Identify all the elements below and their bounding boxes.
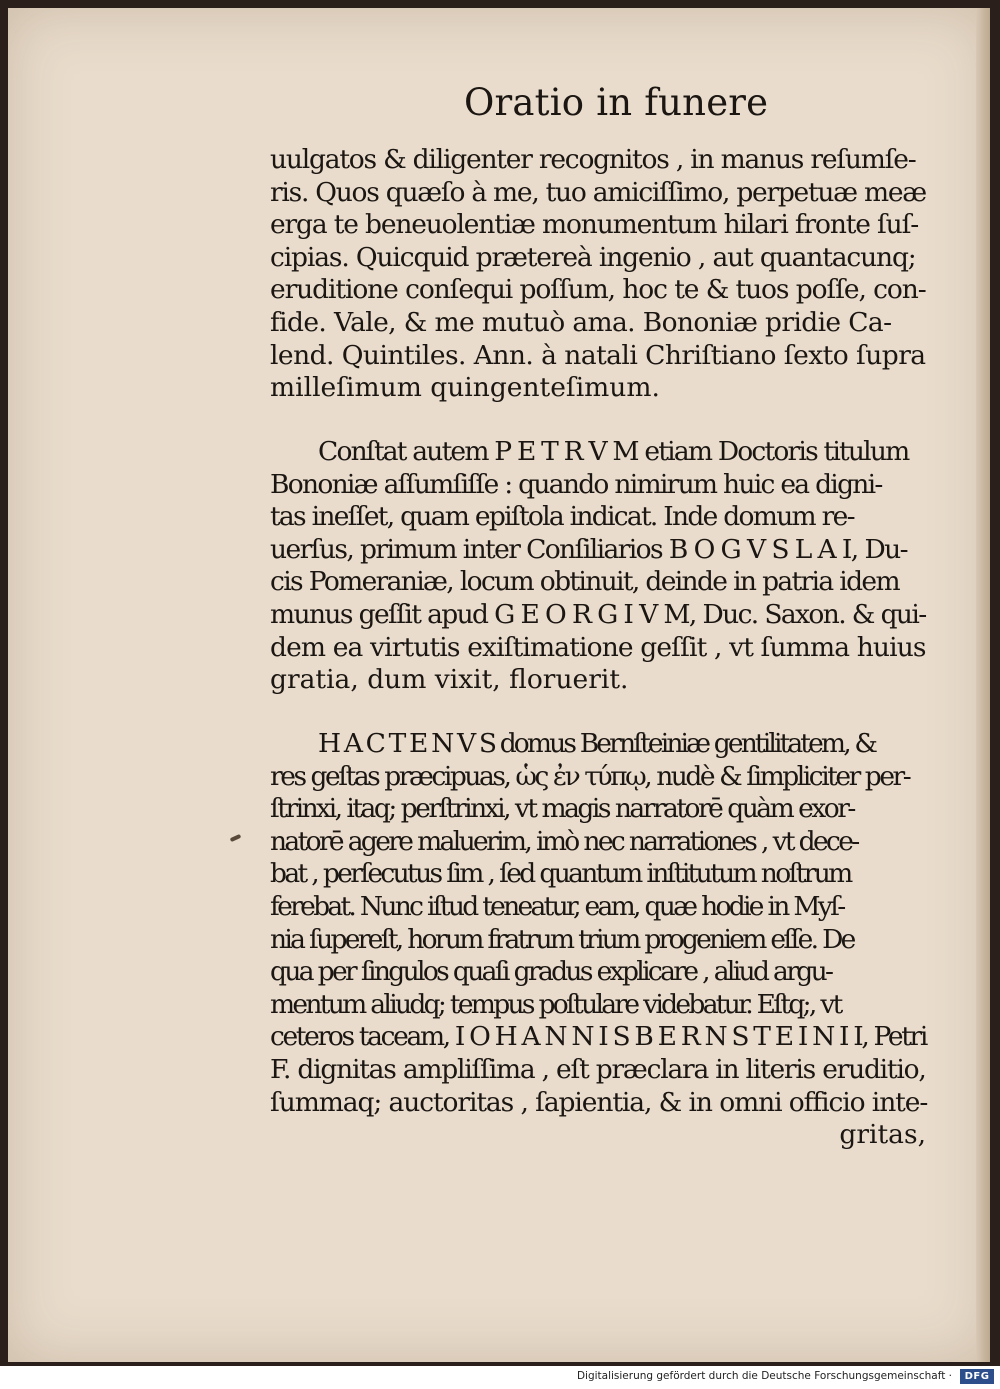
ink-mark	[230, 834, 242, 842]
text-line: eruditione conſequi poſſum, hoc te & tuos poſſe, con-	[270, 274, 926, 306]
text-line: bat , perſecutus ſim , ſed quantum inſtitutum noſtrum	[270, 858, 851, 890]
text-line: gratia, dum vixit, floruerit.	[270, 664, 629, 696]
text-line: dem ea virtutis exiſtimatione geſſit , vt ſumma huius	[270, 631, 926, 663]
text-line: munus geſſit apud G E O R G I V M, Duc. Saxon. & qui-	[270, 598, 926, 630]
text-line: milleſimum quingenteſimum.	[270, 372, 660, 404]
text-line: uerſus, primum inter Conſiliarios B O G V S L A I, Du-	[270, 533, 907, 565]
text-line: mentum aliudq; tempus poſtulare videbatur. Eſtq;, vt	[270, 988, 841, 1020]
funding-notice: Digitalisierung gefördert durch die Deutsche Forschungsgemeinschaft ·	[576, 1370, 952, 1382]
text-line: F. dignitas ampliſſima , eſt præclara in literis eruditio,	[270, 1053, 926, 1085]
text-line: ſummaq; auctoritas , ſapientia, & in omni officio inte-	[270, 1086, 928, 1118]
text-line: uulgatos & diligenter recognitos , in manus reſumſe-	[270, 144, 916, 175]
paragraph-3	[270, 728, 927, 1152]
text-line: ferebat. Nunc iſtud teneatur, eam, quæ hodie in Myſ-	[270, 890, 844, 922]
text-line: ceteros taceam, I O H A N N I S B E R N S T E I N I I, Petri	[270, 1021, 926, 1053]
text-line: cipias. Quicquid prætereà ingenio , aut quantacunq;	[270, 241, 916, 273]
text-line: H A C T E N V S domus Bernſteiniæ gentilitatem, &	[318, 728, 876, 759]
text-line: Bononiæ aſſumſiſſe : quando nimirum huic ea digni-	[270, 468, 882, 500]
text-line: Conſtat autem P E T R V M etiam Doctoris titulum	[318, 436, 909, 467]
text-line: lend. Quintiles. Ann. à natali Chriſtiano ſexto ſupra	[270, 339, 926, 371]
paragraph-1	[270, 144, 926, 405]
book-page	[8, 8, 990, 1362]
text-line: fide. Vale, & me mutuò ama. Bononiæ pridie Ca-	[270, 306, 892, 338]
footer-bar	[0, 1366, 1000, 1389]
dfg-logo: DFG	[960, 1369, 994, 1384]
text-line: qua per ſingulos quaſi gradus explicare , aliud argu-	[270, 956, 832, 988]
text-line: ſtrinxi, itaq; perſtrinxi, vt magis narratorē quàm exor-	[270, 793, 854, 825]
running-head: Oratio in funere	[464, 81, 769, 124]
catchword-line: gritas,	[839, 1119, 926, 1151]
page-edge	[976, 8, 990, 1362]
text-line: erga te beneuolentiæ monumentum hilari fronte ſuſ-	[270, 209, 919, 241]
text-line: ris. Quos quæſo à me, tuo amiciſſimo, perpetuæ meæ	[270, 176, 926, 208]
text-line: cis Pomeraniæ, locum obtinuit, deinde in patria idem	[270, 566, 899, 598]
text-line: tas ineſſet, quam epiſtola indicat. Inde domum re-	[270, 501, 854, 533]
text-line: natorē agere maluerim, imò nec narrationes , vt dece-	[270, 825, 858, 857]
paragraph-2	[270, 436, 926, 697]
text-line: res geſtas præcipuas, ὡς ἐν τύπῳ, nudè & ſimpliciter per-	[270, 760, 910, 792]
text-line: nia ſupereſt, horum fratrum trium progeniem eſſe. De	[270, 923, 854, 955]
